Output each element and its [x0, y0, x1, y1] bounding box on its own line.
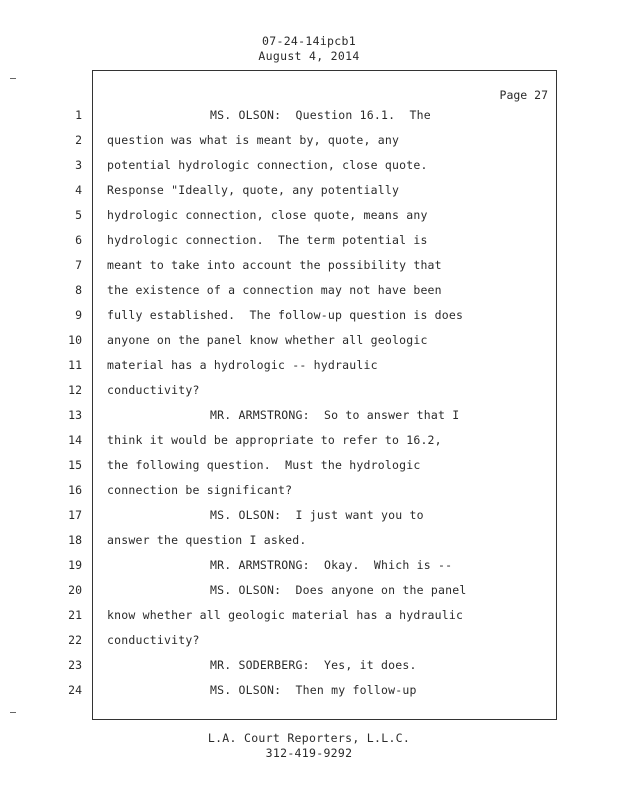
transcript-line: [0, 658, 618, 683]
transcript-line: [0, 133, 618, 158]
line-number: 12: [68, 383, 82, 397]
line-number: 16: [68, 483, 82, 497]
line-number: 22: [68, 633, 82, 647]
line-number: 18: [68, 533, 82, 547]
transcript-line: [0, 158, 618, 183]
line-number: 11: [68, 358, 82, 372]
transcript-line: [0, 208, 618, 233]
reporter-name: L.A. Court Reporters, L.L.C.: [207, 731, 411, 745]
transcript-line: [0, 383, 618, 408]
line-text: meant to take into account the possibility that: [107, 258, 442, 272]
transcript-line: [0, 233, 618, 258]
line-text: MS. OLSON: Then my follow-up: [210, 683, 417, 697]
line-text: MS. OLSON: I just want you to: [210, 508, 424, 522]
document-date: August 4, 2014: [258, 49, 360, 63]
transcript-line: [0, 633, 618, 658]
line-number: 1: [75, 108, 82, 122]
line-text: hydrologic connection. The term potential is: [107, 233, 428, 247]
line-number: 2: [75, 133, 82, 147]
scan-mark: [10, 712, 16, 713]
line-text: potential hydrologic connection, close quote.: [107, 158, 428, 172]
line-text: material has a hydrologic -- hydraulic: [107, 358, 378, 372]
transcript-line: [0, 358, 618, 383]
line-number: 21: [68, 608, 82, 622]
line-text: the following question. Must the hydrologic: [107, 458, 421, 472]
transcript-line: [0, 433, 618, 458]
transcript-line: [0, 558, 618, 583]
line-text: conductivity?: [107, 633, 200, 647]
line-text: MR. ARMSTRONG: So to answer that I: [210, 408, 460, 422]
transcript-line: [0, 333, 618, 358]
transcript-line: [0, 108, 618, 133]
line-number: 20: [68, 583, 82, 597]
transcript-line: [0, 408, 618, 433]
line-text: MR. SODERBERG: Yes, it does.: [210, 658, 417, 672]
line-text: hydrologic connection, close quote, means any: [107, 208, 428, 222]
transcript-line: [0, 508, 618, 533]
transcript-line: [0, 283, 618, 308]
line-text: conductivity?: [107, 383, 200, 397]
document-id: 07-24-14ipcb1: [262, 34, 356, 48]
line-number: 3: [75, 158, 82, 172]
scan-mark: [10, 78, 16, 79]
line-number: 5: [75, 208, 82, 222]
line-number: 14: [68, 433, 82, 447]
line-number: 23: [68, 658, 82, 672]
line-number: 15: [68, 458, 82, 472]
line-text: question was what is meant by, quote, any: [107, 133, 400, 147]
line-text: fully established. The follow-up question is does: [107, 308, 464, 322]
line-text: answer the question I asked.: [107, 533, 307, 547]
transcript-line: [0, 583, 618, 608]
line-number: 9: [75, 308, 82, 322]
line-number: 24: [68, 683, 82, 697]
line-text: think it would be appropriate to refer to 16.2,: [107, 433, 442, 447]
line-number: 7: [75, 258, 82, 272]
transcript-line: [0, 608, 618, 633]
line-text: know whether all geologic material has a hydraulic: [107, 608, 464, 622]
page-number: Page 27: [499, 88, 548, 102]
line-number: 10: [68, 333, 82, 347]
line-text: MS. OLSON: Does anyone on the panel: [210, 583, 467, 597]
line-number: 13: [68, 408, 82, 422]
line-number: 8: [75, 283, 82, 297]
line-text: connection be significant?: [107, 483, 293, 497]
line-number: 6: [75, 233, 82, 247]
transcript-line: [0, 183, 618, 208]
transcript-line: [0, 683, 618, 708]
line-text: Response "Ideally, quote, any potentially: [107, 183, 400, 197]
line-number: 19: [68, 558, 82, 572]
line-text: MS. OLSON: Question 16.1. The: [210, 108, 431, 122]
transcript-line: [0, 483, 618, 508]
line-text: anyone on the panel know whether all geologic: [107, 333, 428, 347]
line-text: MR. ARMSTRONG: Okay. Which is --: [210, 558, 453, 572]
transcript-line: [0, 258, 618, 283]
transcript-line: [0, 458, 618, 483]
line-text: the existence of a connection may not have been: [107, 283, 442, 297]
line-number: 17: [68, 508, 82, 522]
transcript-line: [0, 533, 618, 558]
reporter-phone: 312-419-9292: [265, 746, 353, 760]
transcript-line: [0, 308, 618, 333]
line-number: 4: [75, 183, 82, 197]
